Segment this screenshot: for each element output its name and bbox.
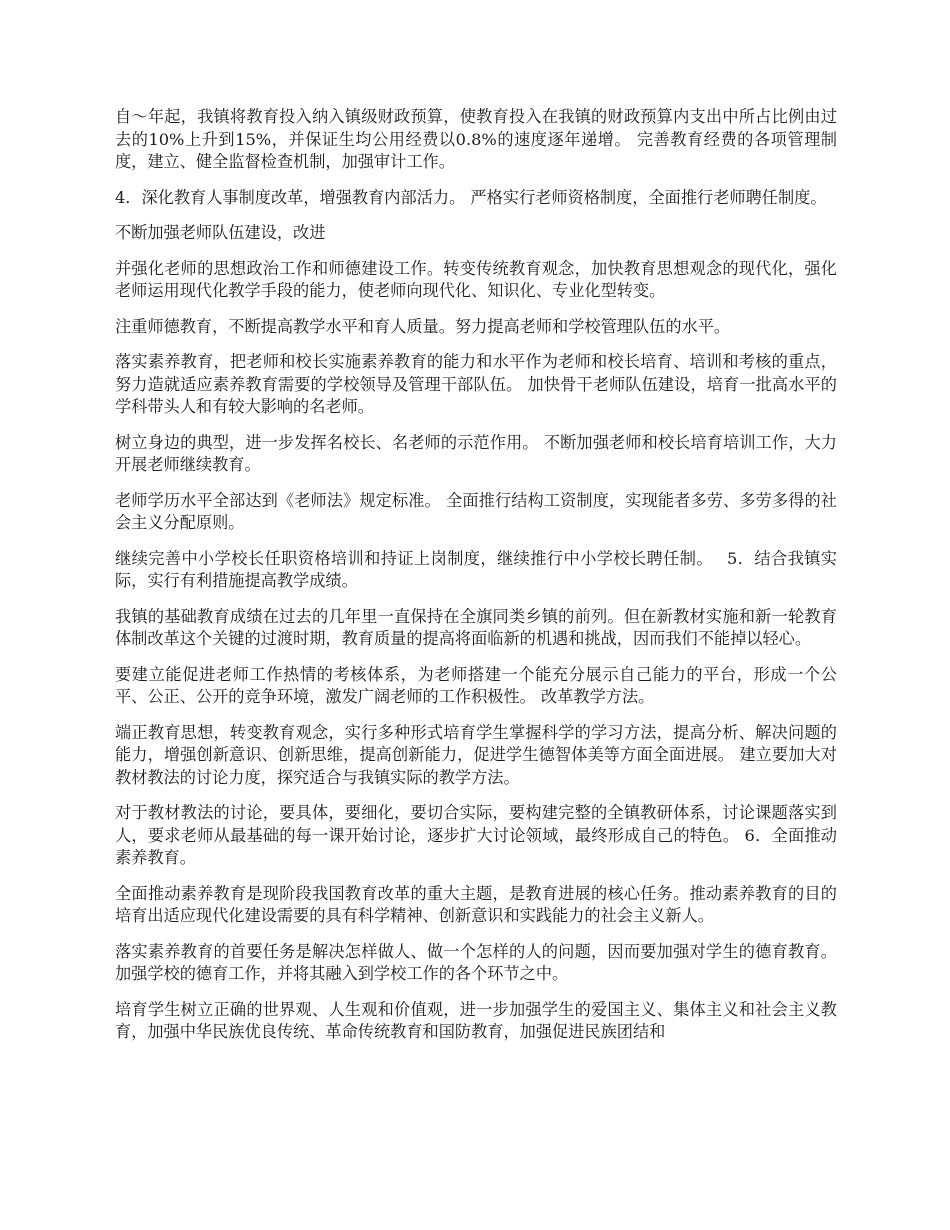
paragraph: 注重师德教育，不断提高教学水平和育人质量。努力提高老师和学校管理队伍的水平。 (115, 316, 731, 336)
paragraph: 老师学历水平全部达到《老师法》规定标准。 全面推行结构工资制度，实现能者多劳、多劳多得的社会主义分配原则。 (115, 490, 837, 532)
paragraph: 落实素养教育的首要任务是解决怎样做人、做一个怎样的人的问题，因而要加强对学生的德育教育。加强学校的德育工作，并将其融入到学校工作的各个环节之中。 (115, 941, 837, 983)
paragraph: 树立身边的典型，进一步发挥名校长、名老师的示范作用。 不断加强老师和校长培育培训工作，大力开展老师继续教育。 (115, 432, 837, 474)
paragraph: 继续完善中小学校长任职资格培训和持证上岗制度，继续推行中小学校长聘任制。 5．结合我镇实际，实行有利措施提高教学成绩。 (115, 548, 837, 590)
paragraph: 全面推动素养教育是现阶段我国教育改革的重大主题，是教育进展的核心任务。推动素养教育的目的培育出适应现代化建设需要的具有科学精神、创新意识和实践能力的社会主义新人。 (115, 883, 837, 925)
paragraph: 端正教育思想，转变教育观念，实行多种形式培育学生掌握科学的学习方法，提高分析、解决问题的能力，增强创新意识、创新思维，提高创新能力，促进学生德智体美等方面全面进展。 建立要加大对教材教法的讨论力度，探究适合与我镇实际的教学方法。 (115, 722, 837, 787)
paragraph: 4．深化教育人事制度改革，增强教育内部活力。 严格实行老师资格制度，全面推行老师聘任制度。 (115, 187, 827, 207)
paragraph: 要建立能促进老师工作热情的考核体系，为老师搭建一个能充分展示自己能力的平台，形成一个公平、公正、公开的竞争环境，激发广阔老师的工作积极性。 改革教学方法。 (115, 664, 837, 706)
paragraph: 不断加强老师队伍建设，改进 (115, 223, 326, 242)
document-body (115, 106, 837, 1057)
paragraph: 培育学生树立正确的世界观、人生观和价值观，进一步加强学生的爱国主义、集体主义和社会主义教育，加强中华民族优良传统、革命传统教育和国防教育，加强促进民族团结和 (115, 999, 837, 1041)
paragraph: 我镇的基础教育成绩在过去的几年里一直保持在全旗同类乡镇的前列。但在新教材实施和新一轮教育体制改革这个关键的过渡时期，教育质量的提高将面临新的机遇和挑战，因而我们不能掉以轻心。 (115, 606, 837, 648)
paragraph: 自～年起，我镇将教育投入纳入镇级财政预算，使教育投入在我镇的财政预算内支出中所占比例由过去的10%上升到15%，并保证生均公用经费以0.8%的速度逐年递增。 完善教育经费的各项管理制度，建立、健全监督检查机制，加强审计工作。 (115, 107, 837, 171)
paragraph: 对于教材教法的讨论，要具体，要细化，要切合实际，要构建完整的全镇教研体系，讨论课题落实到人，要求老师从最基础的每一课开始讨论，逐步扩大讨论领域，最终形成自己的特色。 6．全面推动素养教育。 (115, 803, 837, 867)
paragraph: 并强化老师的思想政治工作和师德建设工作。转变传统教育观念，加快教育思想观念的现代化，强化老师运用现代化教学手段的能力，使老师向现代化、知识化、专业化型转变。 (115, 258, 837, 300)
paragraph: 落实素养教育，把老师和校长实施素养教育的能力和水平作为老师和校长培育、培训和考核的重点，努力造就适应素养教育需要的学校领导及管理干部队伍。 加快骨干老师队伍建设，培育一批高水平的学科带头人和有较大影响的名老师。 (115, 352, 837, 416)
